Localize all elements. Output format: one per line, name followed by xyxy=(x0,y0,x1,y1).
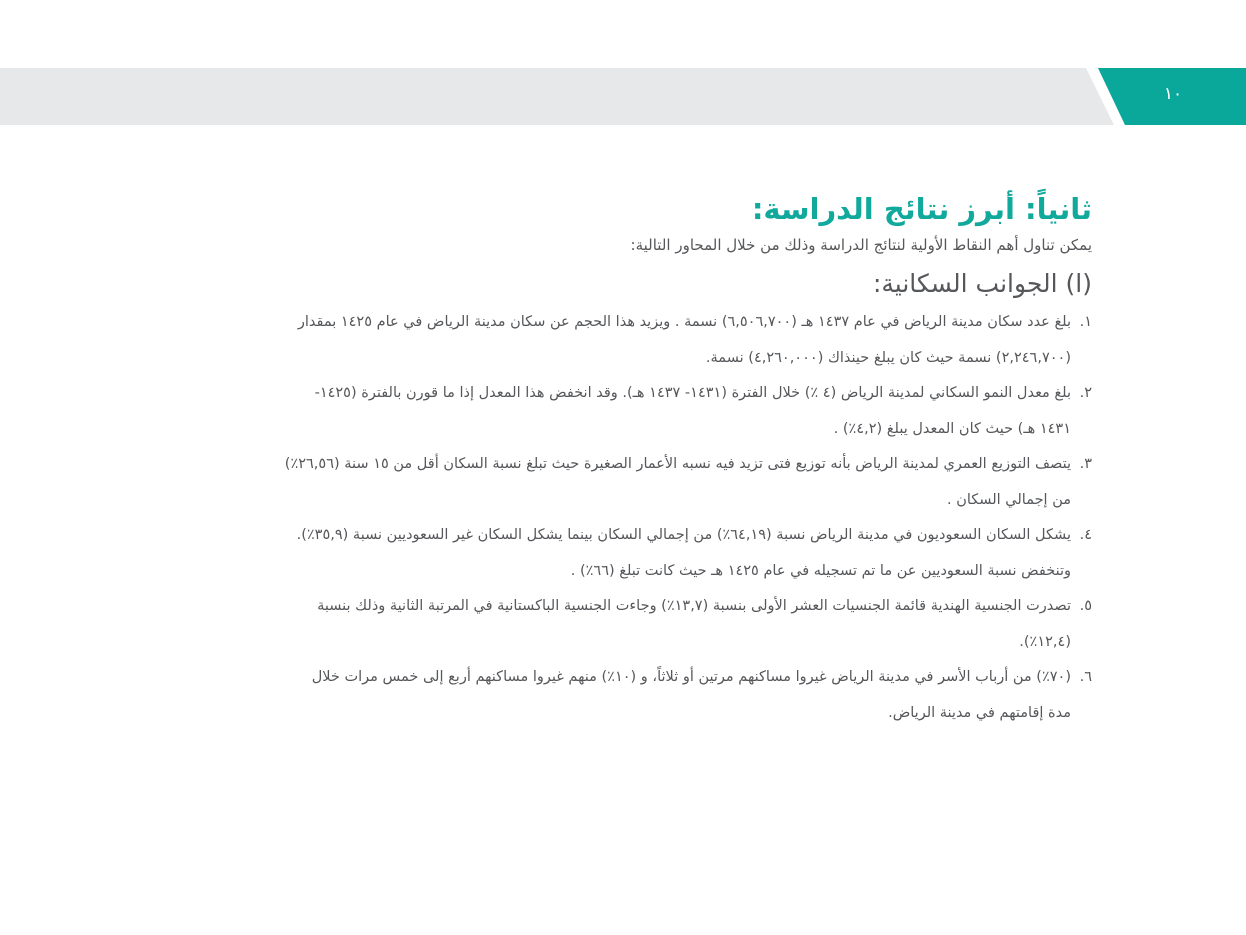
subsection-title: (ا) الجوانب السكانية: xyxy=(872,269,1092,298)
item-line: (٧٠٪) من أرباب الأسر في مدينة الرياض غيروا مساكنهم مرتين أو ثلاثاً، و (١٠٪) منهم غيروا مساكنهم أربع إلى خمس مرات خلال xyxy=(311,669,1071,685)
item-number: ٥. xyxy=(1079,598,1092,614)
item-line: تصدرت الجنسية الهندية قائمة الجنسيات العشر الأولى بنسبة (١٣,٧٪) وجاءت الجنسية الباكستانية في المرتبة الثانية وذلك بنسبة xyxy=(317,598,1071,614)
list-item xyxy=(150,660,1092,731)
item-line: من إجمالي السكان . xyxy=(947,491,1071,508)
item-number: ٢. xyxy=(1079,385,1092,401)
list-item xyxy=(150,589,1092,660)
intro-paragraph: يمكن تناول أهم النقاط الأولية لنتائج الدراسة وذلك من خلال المحاور التالية: xyxy=(630,236,1092,254)
page-content xyxy=(150,188,1092,731)
item-line: بلغ عدد سكان مدينة الرياض في عام ١٤٣٧ هـ (٦,٥٠٦,٧٠٠) نسمة . ويزيد هذا الحجم عن سكان مدينة الرياض في عام ١٤٢٥ بمقدار xyxy=(297,314,1071,330)
item-line: (١٢,٤٪). xyxy=(1019,633,1071,650)
item-number: ١. xyxy=(1079,314,1092,330)
list-item xyxy=(150,447,1092,518)
item-line: يتصف التوزيع العمري لمدينة الرياض بأنه توزيع فتى تزيد فيه نسبه الأعمار الصغيرة حيث تبلغ نسبة السكان أقل من ١٥ سنة (٢٦,٥٦٪) xyxy=(284,456,1071,472)
list-item xyxy=(150,518,1092,589)
list-item xyxy=(150,376,1092,447)
item-number: ٦. xyxy=(1079,669,1092,685)
item-line: يشكل السكان السعوديون في مدينة الرياض نسبة (٦٤,١٩٪) من إجمالي السكان بينما يشكل السكان غير السعوديين نسبة (٣٥,٩٪). xyxy=(296,527,1071,543)
item-line: مدة إقامتهم في مدينة الرياض. xyxy=(888,704,1071,721)
item-number: ٣. xyxy=(1079,456,1092,472)
item-line: ١٤٣١ هـ) حيث كان المعدل يبلغ (٤,٢٪) . xyxy=(833,420,1071,437)
header-band xyxy=(0,68,1246,125)
section-title: ثانياً: أبرز نتائج الدراسة: xyxy=(751,192,1092,226)
item-line: بلغ معدل النمو السكاني لمدينة الرياض (٤ ٪) خلال الفترة (١٤٣١- ١٤٣٧ هـ). وقد انخفض هذا المعدل إذا ما قورن بالفترة (١٤٢٥- xyxy=(314,385,1071,401)
page-number: ١٠ xyxy=(1163,84,1183,104)
item-line: وتنخفض نسبة السعوديين عن ما تم تسجيله في عام ١٤٢٥ هـ حيث كانت تبلغ (٦٦٪) . xyxy=(570,562,1071,579)
item-line: (٢,٢٤٦,٧٠٠) نسمة حيث كان يبلغ حينذاك (٤,٢٦٠,٠٠٠) نسمة. xyxy=(705,349,1071,366)
list-item xyxy=(150,305,1092,376)
item-number: ٤. xyxy=(1079,527,1092,543)
findings-list xyxy=(150,305,1092,731)
